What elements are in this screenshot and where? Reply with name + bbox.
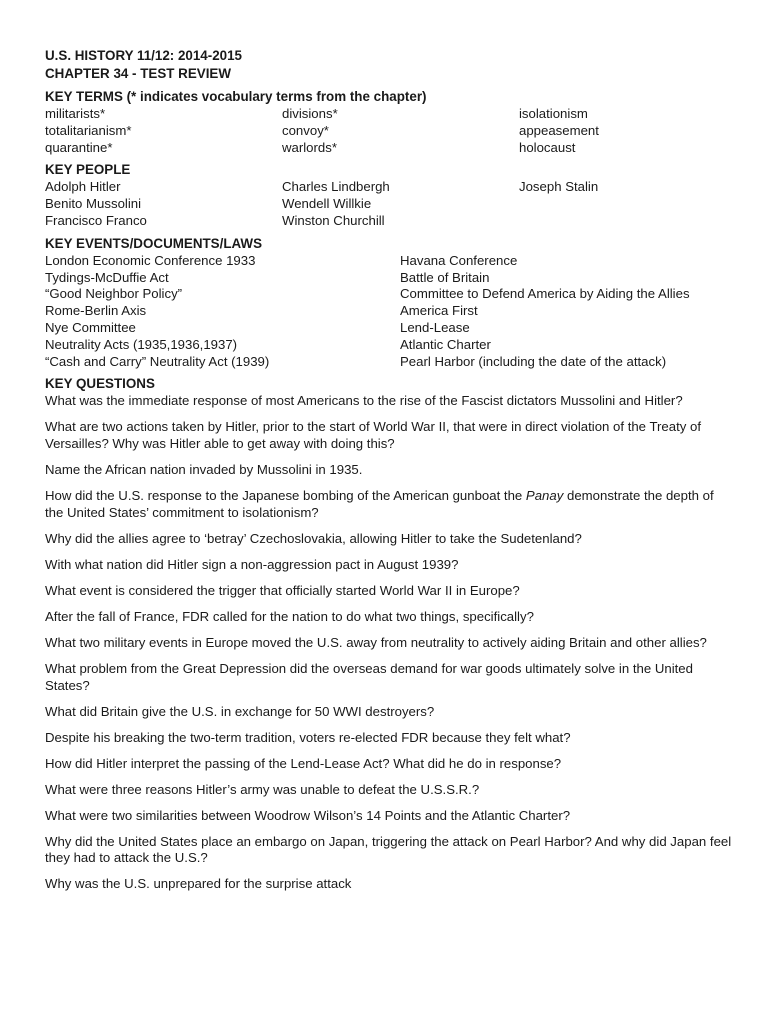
- key-questions-heading: KEY QUESTIONS: [45, 376, 155, 392]
- key-events-grid: [45, 253, 735, 371]
- term-item: quarantine*: [45, 139, 113, 155]
- key-terms-row: [45, 140, 735, 157]
- key-people-grid: [45, 179, 735, 229]
- document-page: [45, 47, 735, 902]
- key-events-heading: KEY EVENTS/DOCUMENTS/LAWS: [45, 235, 263, 251]
- key-people-row: [45, 179, 735, 196]
- question-item: Why did the United States place an embargo on Japan, triggering the attack on Pearl Harbor? And why did Japan feel they had to attack the U.S.?: [45, 833, 732, 866]
- key-terms-row: [45, 123, 735, 140]
- person-item: [519, 213, 735, 230]
- person-item: Charles Lindbergh: [282, 179, 390, 195]
- key-questions-section: [45, 375, 735, 893]
- key-people-heading: KEY PEOPLE: [45, 162, 131, 178]
- term-item: divisions*: [282, 106, 338, 121]
- questions-list: [45, 393, 735, 893]
- question-item: What were two similarities between Woodrow Wilson’s 14 Points and the Atlantic Charter?: [45, 807, 571, 823]
- question-item: What were three reasons Hitler’s army was unable to defeat the U.S.S.R.?: [45, 781, 480, 797]
- key-terms-row: [45, 106, 735, 123]
- event-item: Battle of Britain: [400, 269, 490, 285]
- event-item: “Good Neighbor Policy”: [45, 286, 183, 302]
- key-people-section: [45, 161, 735, 229]
- event-item: London Economic Conference 1933: [45, 252, 256, 268]
- question-item: What are two actions taken by Hitler, prior to the start of World War II, that were in direct violation of the Treaty of Versailles? Why was Hitler able to get away with doing this?: [45, 419, 701, 452]
- key-terms-heading: KEY TERMS (* indicates vocabulary terms from the chapter): [45, 89, 427, 104]
- event-item: Tydings-McDuffie Act: [45, 269, 169, 285]
- term-item: convoy*: [282, 122, 329, 138]
- question-item: With what nation did Hitler sign a non-aggression pact in August 1939?: [45, 556, 459, 572]
- person-item: Wendell Willkie: [282, 196, 372, 212]
- term-item: militarists*: [45, 106, 106, 121]
- key-people-row: [45, 196, 735, 213]
- key-events-section: [45, 235, 735, 371]
- question-item: Despite his breaking the two-term tradition, voters re-elected FDR because they felt what?: [45, 729, 571, 745]
- question-item: Why did the allies agree to ‘betray’ Czechoslovakia, allowing Hitler to take the Sudetenland?: [45, 530, 582, 546]
- question-item: What was the immediate response of most Americans to the rise of the Fascist dictators Mussolini and Hitler?: [45, 393, 683, 409]
- course-title: U.S. HISTORY 11/12: 2014-2015: [45, 48, 243, 63]
- question-item: How did the U.S. response to the Japanese bombing of the American gunboat the Panay demonstrate the depth of the United States’ commitment to isolationism?: [45, 488, 714, 520]
- person-item: [519, 196, 735, 213]
- person-item: Joseph Stalin: [519, 179, 599, 195]
- question-item: Name the African nation invaded by Mussolini in 1935.: [45, 462, 363, 478]
- question-item: Why was the U.S. unprepared for the surprise attack: [45, 876, 352, 892]
- event-item: America First: [400, 303, 478, 319]
- chapter-title: CHAPTER 34 - TEST REVIEW: [45, 66, 232, 81]
- question-item: What two military events in Europe moved the U.S. away from neutrality to actively aiding Britain and other allies?: [45, 634, 707, 650]
- event-item: Pearl Harbor (including the date of the attack): [400, 353, 667, 369]
- question-item: What event is considered the trigger that officially started World War II in Europe?: [45, 582, 520, 598]
- event-item: Neutrality Acts (1935,1936,1937): [45, 336, 238, 352]
- event-item: Atlantic Charter: [400, 336, 491, 352]
- event-item: “Cash and Carry” Neutrality Act (1939): [45, 353, 270, 369]
- event-item: Rome-Berlin Axis: [45, 303, 147, 319]
- term-item: isolationism: [519, 106, 588, 121]
- person-item: Winston Churchill: [282, 212, 385, 228]
- question-item: What did Britain give the U.S. in exchange for 50 WWI destroyers?: [45, 703, 435, 719]
- person-item: Francisco Franco: [45, 212, 147, 228]
- key-terms-grid: [45, 106, 735, 156]
- key-events-right-column: [400, 253, 735, 371]
- ship-name-italic: Panay: [525, 488, 564, 504]
- key-terms-section: [45, 88, 735, 156]
- key-events-left-column: [45, 253, 400, 371]
- term-item: appeasement: [519, 122, 599, 138]
- question-item: What problem from the Great Depression did the overseas demand for war goods ultimately solve in the United States?: [45, 660, 693, 693]
- person-item: Benito Mussolini: [45, 196, 142, 212]
- event-item: Havana Conference: [400, 252, 518, 268]
- question-item: How did Hitler interpret the passing of the Lend-Lease Act? What did he do in response?: [45, 755, 562, 771]
- event-item: Lend-Lease: [400, 319, 470, 335]
- key-people-row: [45, 213, 735, 230]
- term-item: warlords*: [282, 139, 337, 155]
- event-item: Committee to Defend America by Aiding the Allies: [400, 286, 690, 302]
- question-item: After the fall of France, FDR called for the nation to do what two things, specifically?: [45, 608, 534, 624]
- term-item: holocaust: [519, 139, 576, 155]
- person-item: Adolph Hitler: [45, 179, 121, 195]
- event-item: Nye Committee: [45, 319, 136, 335]
- term-item: totalitarianism*: [45, 122, 132, 138]
